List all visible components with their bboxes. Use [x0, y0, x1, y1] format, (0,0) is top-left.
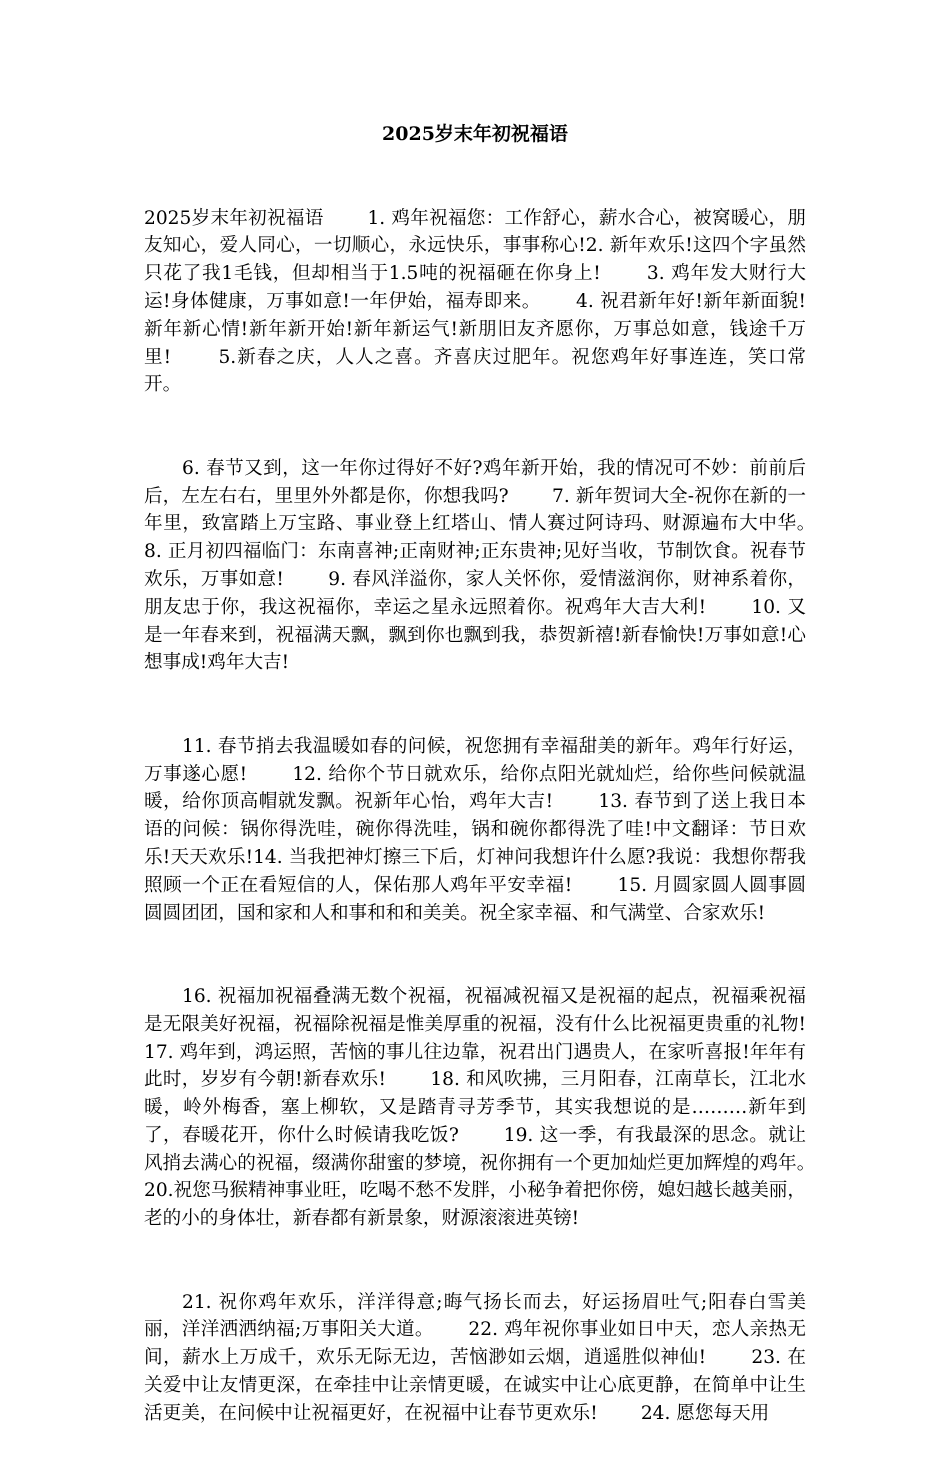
document-body: [144, 149, 850, 1483]
paragraph-1: 2025岁末年初祝福语 1. 鸡年祝福您：工作舒心，薪水合心，被窝暖心，朋友知心，爱人同心，一切顺心，永远快乐，事事称心!2. 新年欢乐!这四个字虽然只花了我1毛钱，但却相当于1.5吨的祝福砸在你身上! 3. 鸡年发大财行大运!身体健康，万事如意!一年伊始，福寿即来。 4. 祝君新年好!新年新面貌!新年新心情!新年新开始!新年新运气!新朋旧友齐愿你，万事总如意，钱途千万里! 5.新春之庆，人人之喜。齐喜庆过肥年。祝您鸡年好事连连，笑口常开。: [144, 207, 806, 396]
paragraph-5: 21. 祝你鸡年欢乐，洋洋得意;晦气扬长而去，好运扬眉吐气;阳春白雪美丽，洋洋洒洒纳福;万事阳关大道。 22. 鸡年祝你事业如日中天，恋人亲热无间，薪水上万成千，欢乐无际无边，苦恼渺如云烟，逍遥胜似神仙! 23. 在关爱中让友情更深，在牵挂中让亲情更暖，在诚实中让心底更静，在简单中让生活更美，在问候中让祝福更好，在祝福中让春节更欢乐! 24. 愿您每天用: [144, 1291, 806, 1424]
document-title: 2025岁末年初祝福语: [382, 123, 568, 145]
paragraph-2: 6. 春节又到，这一年你过得好不好?鸡年新开始，我的情况可不妙：前前后后，左左右右，里里外外都是你，你想我吗? 7. 新年贺词大全-祝你在新的一年里，致富踏上万宝路、事业登上红塔山、情人赛过阿诗玛、财源遍布大中华。 8. 正月初四福临门：东南喜神;正南财神;正东贵神;见好当收，节制饮食。祝春节欢乐，万事如意! 9. 春风洋溢你，家人关怀你，爱情滋润你，财神系着你，朋友忠于你，我这祝福你，幸运之星永远照着你。祝鸡年大吉大利! 10. 又是一年春来到，祝福满天飘，飘到你也飘到我，恭贺新禧!新春愉快!万事如意!心想事成!鸡年大吉!: [144, 457, 850, 674]
paragraph-3: 11. 春节捎去我温暖如春的问候，祝您拥有幸福甜美的新年。鸡年行好运，万事遂心愿! 12. 给你个节日就欢乐，给你点阳光就灿烂，给你些问候就温暖，给你顶高帽就发飘。祝新年心怡，鸡年大吉! 13. 春节到了送上我日本语的问候：锅你得洗哇，碗你得洗哇，锅和碗你都得洗了哇!中文翻译：节日欢乐!天天欢乐!14. 当我把神灯擦三下后，灯神问我想许什么愿?我说：我想你帮我照顾一个正在看短信的人，保佑那人鸡年平安幸福! 15. 月圆家圆人圆事圆圆圆团团，国和家和人和事和和和美美。祝全家幸福、和气满堂、合家欢乐!: [144, 735, 806, 924]
paragraph-4: 16. 祝福加祝福叠满无数个祝福，祝福减祝福又是祝福的起点，祝福乘祝福是无限美好祝福，祝福除祝福是惟美厚重的祝福，没有什么比祝福更贵重的礼物! 17. 鸡年到，鸿运照，苦恼的事儿往边靠，祝君出门遇贵人，在家听喜报!年年有此时，岁岁有今朝!新春欢乐! 18. 和风吹拂，三月阳春，江南草长，江北水暖，岭外梅香，塞上柳软，又是踏青寻芳季节，其实我想说的是………新年到了，春暖花开，你什么时候请我吃饭? 19. 这一季，有我最深的思念。就让风捎去满心的祝福，缀满你甜蜜的梦境，祝你拥有一个更加灿烂更加辉煌的鸡年。 20.祝您马猴精神事业旺，吃喝不愁不发胖，小秘争着把你傍，媳妇越长越美丽，老的小的身体壮，新春都有新景象，财源滚滚进英镑!: [144, 985, 850, 1230]
